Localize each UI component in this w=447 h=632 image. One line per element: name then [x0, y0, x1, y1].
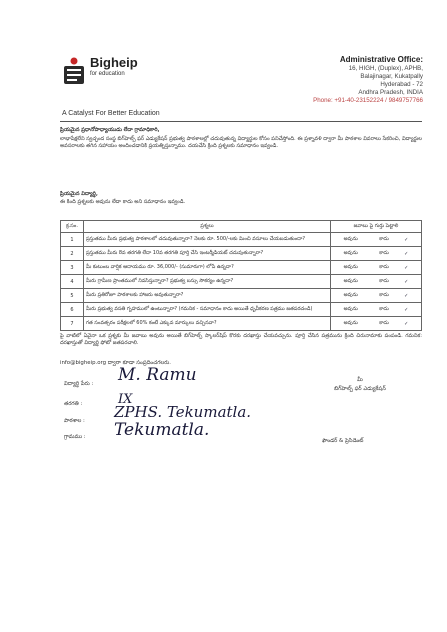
row-question: మీరు ప్రతిరోజూ పాఠశాలకు హాజరు అవుతున్నారా?: [84, 289, 331, 303]
office-line-1: 16, HIGH, (Duplex), APHB,: [348, 65, 423, 72]
table-row: [61, 247, 422, 261]
checkmark-icon: ✓: [404, 278, 409, 285]
checkmark-icon: ✓: [404, 264, 409, 271]
checkmark-icon: ✓: [404, 236, 409, 243]
signature-block: [310, 376, 410, 394]
row-question: మీరు ప్రభుత్వ వసతి గృహములో ఉంటున్నారా? (గమనిక - సమాధానం కాదు అయితే ధృవీకరణ పత్రము జతపరచండి): [84, 303, 331, 317]
class-value[interactable]: IX: [118, 392, 133, 407]
signature-role: ఫౌండర్ & ప్రెసిడెంట్: [322, 438, 364, 444]
bighelp-logo-icon: [62, 56, 86, 86]
school-value[interactable]: ZPHS. Tekumatla.: [114, 403, 252, 421]
brand-name: Bigheip: [90, 55, 138, 70]
no-option[interactable]: కాదు: [379, 250, 389, 256]
header-serial: క్ర.సం.: [61, 221, 84, 233]
table-row: [61, 275, 422, 289]
checkmark-icon: ✓: [404, 250, 409, 257]
office-line-2: Balajinagar, Kukatpally: [360, 73, 423, 80]
yes-option[interactable]: అవును: [343, 264, 358, 270]
no-option[interactable]: కాదు: [379, 292, 389, 298]
school-label: పాఠశాల :: [64, 418, 85, 424]
row-number: 2: [61, 247, 84, 261]
row-answer: [331, 247, 422, 261]
table-row: [61, 289, 422, 303]
row-question: ప్రస్తుతము మీరు ప్రభుత్వ పాఠశాలలో చదువుతున్నారా? నెలకు రూ. 500/-లకు మించి వసూలు చేయబడుతుందా?: [84, 233, 331, 247]
header-answer: జవాబు పై గుర్తు పెట్టాలి: [331, 221, 422, 233]
table-header-row: [61, 221, 422, 233]
row-number: 6: [61, 303, 84, 317]
no-option[interactable]: కాదు: [379, 264, 389, 270]
brand: [90, 56, 138, 77]
student-name-label: విద్యార్థి పేరు :: [64, 381, 94, 387]
no-option[interactable]: కాదు: [379, 278, 389, 284]
yes-option[interactable]: అవును: [343, 250, 358, 256]
note-paragraph: పై వాటిలో ఏవైనా ఒక ప్రశ్నకు మీ జవాబు అవును అయితే బిగ్‌హెల్ప్ స్కాలర్‌షిప్ కొరకు దరఖాస్తు చేయవచ్చును. పూర్తి చేసిన పత్రమును క్రింది చిరునామాకు పంపండి. గమనిక: దరఖాస్తుతో విద్యార్థి ఫోటో జతపరచాలి.: [60, 333, 422, 347]
village-value[interactable]: Tekumatla.: [114, 420, 210, 440]
office-address: [313, 56, 423, 105]
row-answer: [331, 317, 422, 331]
row-question: గత సంవత్సరం పరీక్షలలో 60% కంటే ఎక్కువ మార్కులు వచ్చినవా?: [84, 317, 331, 331]
row-question: మీ కుటుంబ వార్షిక ఆదాయము రూ. 36,000/- (సుమారుగా) లోపే ఉన్నదా?: [84, 261, 331, 275]
yes-option[interactable]: అవును: [343, 320, 358, 326]
checkmark-icon: ✓: [404, 320, 409, 327]
signature-line-2: బిగ్‌హెల్ప్ ఫర్ ఎడ్యుకేషన్: [334, 386, 386, 392]
student-instruction: ఈ కింది ప్రశ్నలకు అవును లేదా కాదు అని సమాధానం ఇవ్వండి.: [60, 199, 186, 205]
yes-option[interactable]: అవును: [343, 292, 358, 298]
contact-email: info@bigheip.org ద్వారా కూడా సంప్రదించగలరు.: [60, 360, 171, 366]
row-answer: [331, 261, 422, 275]
no-option[interactable]: కాదు: [379, 306, 389, 312]
checkmark-icon: ✓: [404, 292, 409, 299]
yes-option[interactable]: అవును: [343, 306, 358, 312]
student-name-value[interactable]: M. Ramu: [118, 365, 197, 385]
village-label: గ్రామము :: [64, 434, 86, 440]
row-answer: [331, 275, 422, 289]
office-phone: Phone: +91-40-23152224 / 9849757766: [313, 97, 423, 104]
no-option[interactable]: కాదు: [379, 320, 389, 326]
row-number: 4: [61, 275, 84, 289]
table-row: [61, 317, 422, 331]
checkmark-icon: ✓: [404, 306, 409, 313]
intro-paragraph: లాభాపేక్షలేని స్వచ్ఛంద సంస్థ బిగ్‌హెల్ప్ ఫర్ ఎడ్యుకేషన్ ప్రభుత్వ పాఠశాలల్లో చదువుతున్న విద్యార్థుల కోసం పనిచేస్తోంది. ఈ ప్రశ్నావళి ద్వారా మీ పాఠశాల వివరాలు సేకరించి, విద్యార్థుల అవసరాలకు తగిన సహాయం అందించడానికి ప్రయత్నిస్తున్నాము. దయచేసి క్రింది ప్రశ్నలకు సమాధానం ఇవ్వండి.: [60, 136, 422, 150]
row-number: 3: [61, 261, 84, 275]
yes-option[interactable]: అవును: [343, 236, 358, 242]
student-heading: ప్రియమైన విద్యార్థి,: [60, 191, 98, 197]
row-question: ప్రస్తుతము మీరు 8వ తరగతి లేదా 10వ తరగతి పూర్తి చేసి ఇంటర్మీడియట్ చదువుతున్నారా?: [84, 247, 331, 261]
questionnaire-table: [60, 220, 422, 331]
tagline: A Catalyst For Better Education: [62, 110, 160, 117]
row-question: మీరు గ్రామీణ ప్రాంతములో నివసిస్తున్నారా? ప్రభుత్వ బస్సు సౌకర్యం ఉన్నదా?: [84, 275, 331, 289]
table-row: [61, 233, 422, 247]
row-number: 1: [61, 233, 84, 247]
yes-option[interactable]: అవును: [343, 278, 358, 284]
table-row: [61, 303, 422, 317]
class-label: తరగతి :: [64, 401, 83, 407]
no-option[interactable]: కాదు: [379, 236, 389, 242]
row-answer: [331, 233, 422, 247]
row-answer: [331, 289, 422, 303]
row-answer: [331, 303, 422, 317]
table-row: [61, 261, 422, 275]
brand-subtitle: for education: [90, 71, 125, 77]
header-questions: ప్రశ్నలు: [84, 221, 331, 233]
office-title: Administrative Office:: [339, 55, 423, 64]
office-line-3: Hyderabad - 72: [380, 81, 423, 88]
signature-line-1: మీ: [357, 377, 363, 383]
salutation: ప్రియమైన ప్రధానోపాధ్యాయుడు లేదా గ్రామాధికారి,: [60, 127, 160, 133]
row-number: 7: [61, 317, 84, 331]
header-divider: [60, 121, 422, 122]
office-line-4: Andhra Pradesh, INDIA: [358, 89, 423, 96]
row-number: 5: [61, 289, 84, 303]
